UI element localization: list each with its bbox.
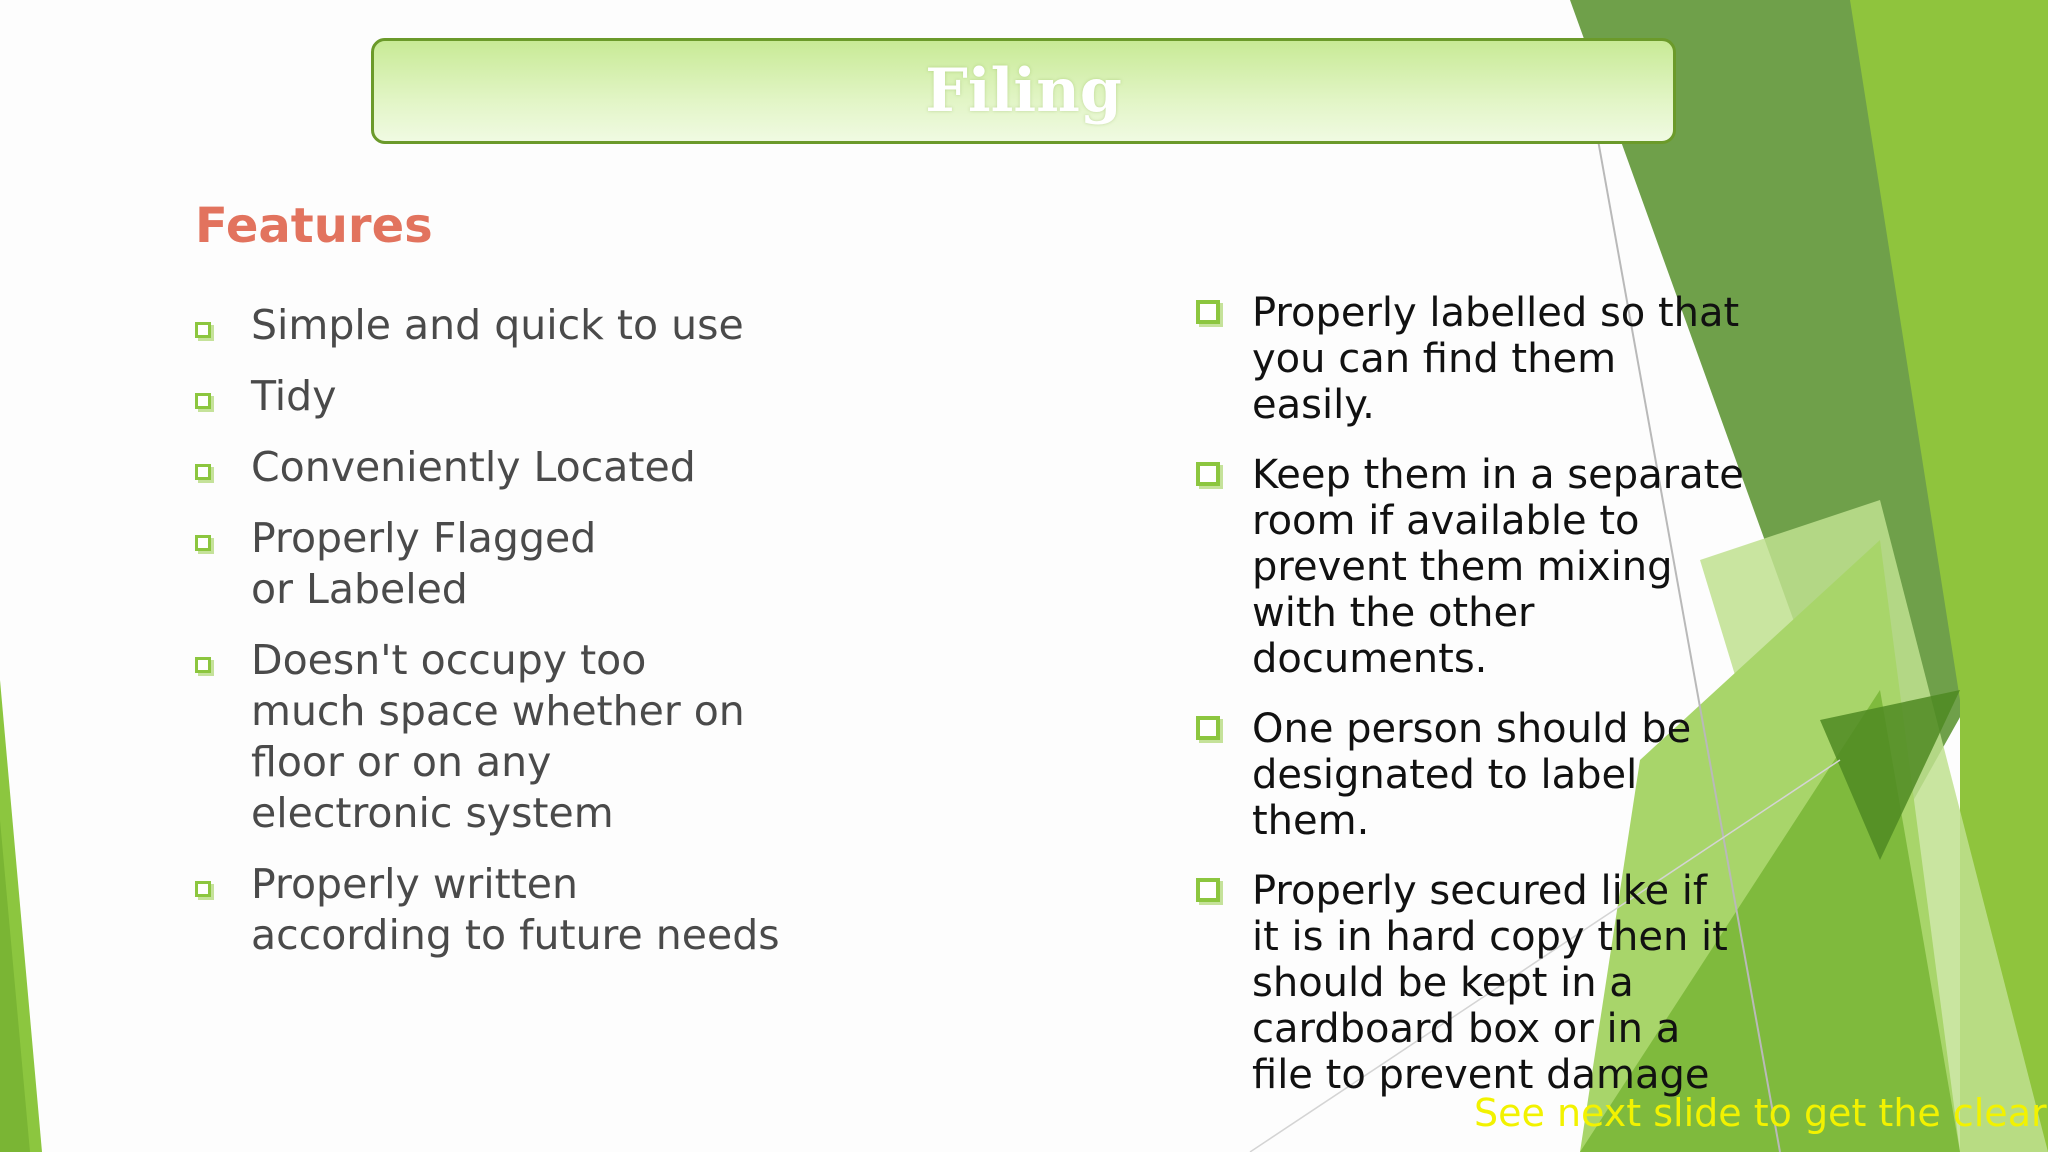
checkbox-bullet-icon [195,393,211,409]
list-item [1196,868,1756,1098]
list-item-text: Properly secured like if it is in hard copy then it should be kept in a cardboard box or in a file to prevent damage [1252,868,1728,1098]
list-item [1196,452,1756,682]
list-item [1196,290,1756,428]
list-item-text: Properly labelled so that you can find them easily. [1252,290,1740,428]
checkbox-bullet-icon [195,881,211,897]
guidelines-list [1196,290,1756,1122]
checkbox-bullet-icon [1196,878,1220,902]
title-banner [371,38,1676,144]
list-item-text: Properly Flagged or Labeled [251,514,597,613]
checkbox-bullet-icon [195,657,211,673]
checkbox-bullet-icon [1196,300,1220,324]
checkbox-bullet-icon [1196,716,1220,740]
checkbox-bullet-icon [1196,462,1220,486]
list-item-text: Tidy [251,372,337,420]
checkbox-bullet-icon [195,464,211,480]
list-item-text: One person should be designated to label them. [1252,706,1692,844]
list-item-text: Doesn't occupy too much space whether on floor or on any electronic system [251,636,745,837]
list-item [195,859,835,961]
list-item [195,513,625,615]
list-item-text: Conveniently Located [251,443,696,491]
list-item-text: Properly written according to future needs [251,860,780,959]
next-slide-note: See next slide to get the clear [1474,1091,2047,1135]
list-item-text: Simple and quick to use [251,301,744,349]
slide-title: Filing [925,56,1122,126]
list-item [195,442,835,493]
list-item [195,635,755,839]
list-item [195,371,835,422]
checkbox-bullet-icon [195,322,211,338]
checkbox-bullet-icon [195,535,211,551]
features-heading: Features [195,198,433,254]
list-item [195,300,835,351]
list-item [1196,706,1756,844]
list-item-text: Keep them in a separate room if available to prevent them mixing with the other documents. [1252,452,1744,682]
features-list [195,300,835,981]
